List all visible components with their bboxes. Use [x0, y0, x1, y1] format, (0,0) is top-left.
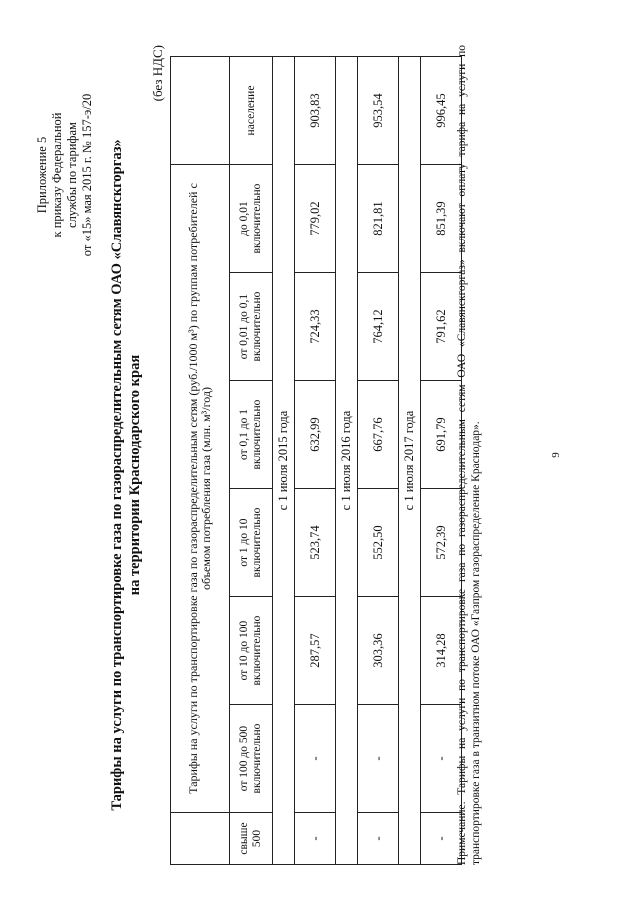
table-header-main: Тарифы на услуги по транспортировке газа по газораспределительным сетям (руб./1000 м³) по группам потребителей с объемом потребления газа (млн. м³/год)	[171, 165, 230, 813]
column-header: от 1 до 10 включительно	[230, 489, 273, 597]
table-header-main-row	[171, 57, 230, 865]
period-row	[399, 57, 421, 865]
tariff-cell: 953,54	[358, 57, 399, 165]
table-row	[295, 57, 336, 865]
tariff-cell: -	[421, 705, 462, 813]
tariff-cell: 791,62	[421, 273, 462, 381]
tariff-cell: 851,39	[421, 165, 462, 273]
footnote: Примечание. Тарифы на услуги по транспортировке газа по газораспределительным сетям ОАО «Славянскгоргаз» включают оплату тарифа на услуги по транспортировке газа в транзитном потоке ОАО «Газпром газораспределение Краснодар».	[456, 45, 482, 865]
tariff-cell: -	[358, 813, 399, 865]
column-header: до 0,01 включительно	[230, 165, 273, 273]
tariff-cell: 764,12	[358, 273, 399, 381]
tariff-cell: 724,33	[295, 273, 336, 381]
tariff-cell: -	[295, 813, 336, 865]
period-row	[336, 57, 358, 865]
period-label: с 1 июля 2016 года	[336, 57, 358, 865]
tariff-cell: 552,50	[358, 489, 399, 597]
tariff-cell: 523,74	[295, 489, 336, 597]
tariff-cell: 667,76	[358, 381, 399, 489]
table-column-headers	[230, 57, 273, 865]
tariff-cell: 287,57	[295, 597, 336, 705]
column-header: от 10 до 100 включительно	[230, 597, 273, 705]
appendix-line: Приложение 5	[35, 136, 49, 214]
tariff-cell: 314,28	[421, 597, 462, 705]
tariff-cell: 303,36	[358, 597, 399, 705]
period-row	[273, 57, 295, 865]
title-line: Тарифы на услуги по транспортировке газа по газораспределительным сетям ОАО «Славянскгоргаз»	[109, 139, 125, 811]
tariff-cell: 821,81	[358, 165, 399, 273]
tariff-cell: 691,79	[421, 381, 462, 489]
period-label: с 1 июля 2015 года	[273, 57, 295, 865]
tariff-cell: 572,39	[421, 489, 462, 597]
table-header-empty-cell	[171, 813, 230, 865]
tariff-cell: 903,83	[295, 57, 336, 165]
title-line: на территории Краснодарского края	[127, 354, 143, 596]
column-header: свыше 500	[230, 813, 273, 865]
document-title	[108, 85, 144, 865]
column-header: от 100 до 500 включительно	[230, 705, 273, 813]
tariff-cell: -	[295, 705, 336, 813]
period-label: с 1 июля 2017 года	[399, 57, 421, 865]
tariff-table	[170, 56, 462, 865]
column-header: от 0,01 до 0,1 включительно	[230, 273, 273, 381]
tariff-cell: 632,99	[295, 381, 336, 489]
column-header: население	[230, 57, 273, 165]
table-header-empty-cell	[171, 57, 230, 165]
vat-note: (без НДС)	[150, 45, 165, 102]
appendix-line: от «15» мая 2015 г. № 157-э/20	[80, 93, 94, 257]
appendix-line: к приказу Федеральной	[50, 112, 64, 238]
column-header: от 0,1 до 1 включительно	[230, 381, 273, 489]
tariff-cell: 779,02	[295, 165, 336, 273]
appendix-line: службы по тарифам	[65, 122, 79, 228]
tariff-cell: 996,45	[421, 57, 462, 165]
tariff-cell: -	[358, 705, 399, 813]
tariff-cell: -	[421, 813, 462, 865]
table-row	[358, 57, 399, 865]
appendix-reference	[35, 25, 95, 325]
page-number: 9	[550, 452, 562, 458]
